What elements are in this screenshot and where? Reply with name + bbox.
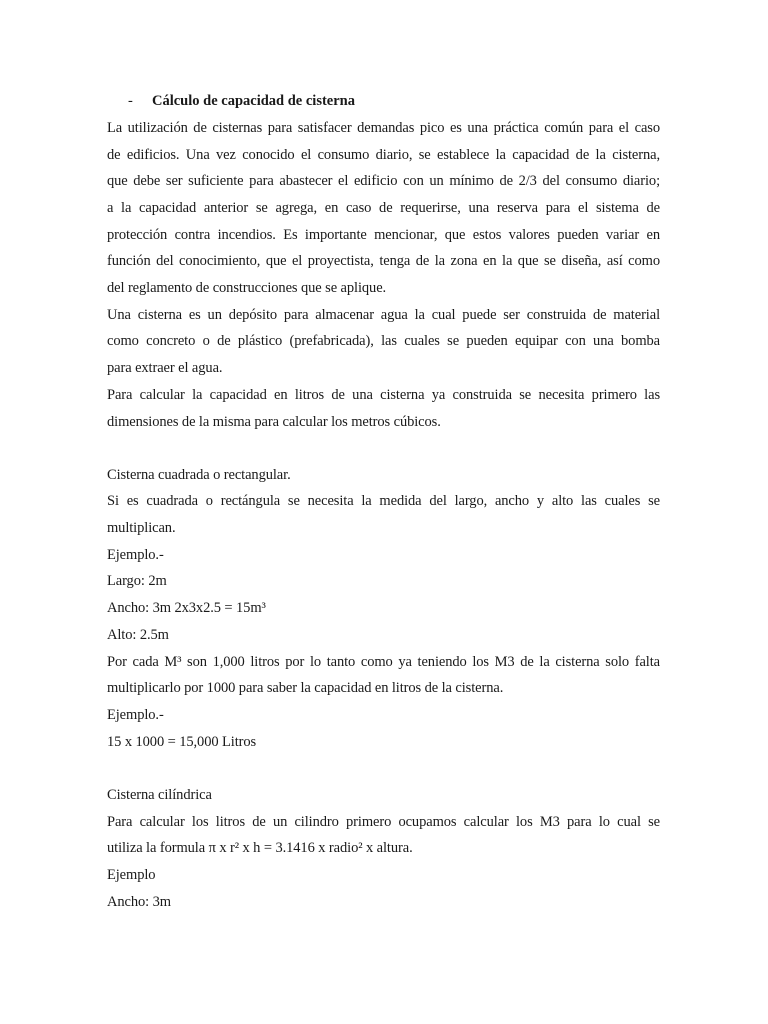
paragraph-line: como concreto o de plástico (prefabricada), las cuales se pueden equipar con una bomba bbox=[107, 333, 660, 349]
paragraph-line: multiplicarlo por 1000 para saber la capacidad en litros de la cisterna. bbox=[107, 680, 504, 696]
example-width: Ancho: 3m 2x3x2.5 = 15m³ bbox=[107, 600, 266, 616]
paragraph-line: protección contra incendios. Es importante mencionar, que estos valores pueden variar en bbox=[107, 227, 660, 243]
subheading-square-cistern: Cisterna cuadrada o rectangular. bbox=[107, 467, 291, 483]
example-result: 15 x 1000 = 15,000 Litros bbox=[107, 734, 257, 750]
example-label: Ejemplo bbox=[107, 867, 156, 883]
example-width: Ancho: 3m bbox=[107, 894, 171, 910]
paragraph-line: a la capacidad anterior se agrega, en caso de requerirse, una reserva para el sistema de bbox=[107, 200, 660, 216]
paragraph-line: que debe ser suficiente para abastecer el edificio con un mínimo de 2/3 del consumo diario; bbox=[107, 173, 660, 189]
paragraph-line: La utilización de cisternas para satisfacer demandas pico es una práctica común para el caso bbox=[107, 120, 660, 136]
paragraph-line: Para calcular la capacidad en litros de una cisterna ya construida se necesita primero las bbox=[107, 387, 660, 403]
heading-title: Cálculo de capacidad de cisterna bbox=[152, 93, 355, 109]
paragraph-line: Para calcular los litros de un cilindro primero ocupamos calcular los M3 para lo cual se bbox=[107, 814, 660, 830]
paragraph-line: para extraer el agua. bbox=[107, 360, 223, 376]
example-height: Alto: 2.5m bbox=[107, 627, 169, 643]
paragraph-line: del reglamento de construcciones que se aplique. bbox=[107, 280, 387, 296]
paragraph-line: función del conocimiento, que el proyectista, tenga de la zona en la que se diseña, así como bbox=[107, 253, 660, 269]
paragraph-line: utiliza la formula π x r² x h = 3.1416 x radio² x altura. bbox=[107, 840, 413, 856]
paragraph-line: Una cisterna es un depósito para almacenar agua la cual puede ser construida de material bbox=[107, 307, 660, 323]
paragraph-line: dimensiones de la misma para calcular los metros cúbicos. bbox=[107, 414, 441, 430]
subheading-cylindrical-cistern: Cisterna cilíndrica bbox=[107, 787, 212, 803]
example-label: Ejemplo.- bbox=[107, 707, 164, 723]
section-heading bbox=[128, 91, 355, 111]
paragraph-line: Por cada M³ son 1,000 litros por lo tanto como ya teniendo los M3 de la cisterna solo falta bbox=[107, 654, 660, 670]
example-length: Largo: 2m bbox=[107, 573, 167, 589]
paragraph-line: Si es cuadrada o rectángula se necesita la medida del largo, ancho y alto las cuales se bbox=[107, 493, 660, 509]
heading-bullet: - bbox=[128, 93, 133, 109]
paragraph-line: multiplican. bbox=[107, 520, 176, 536]
example-label: Ejemplo.- bbox=[107, 547, 164, 563]
paragraph-line: de edificios. Una vez conocido el consumo diario, se establece la capacidad de la cisterna, bbox=[107, 147, 660, 163]
